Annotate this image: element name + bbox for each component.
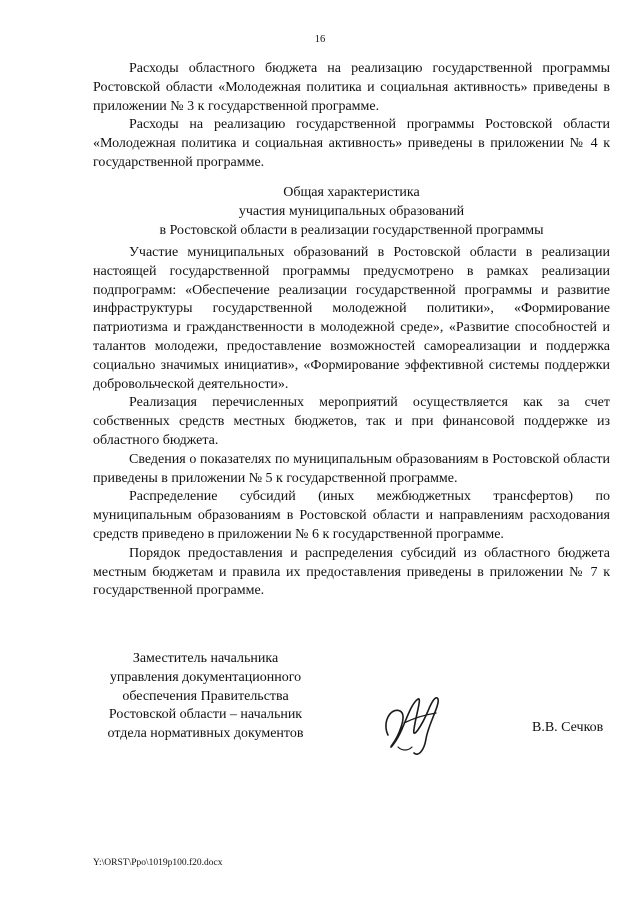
main-section: [93, 244, 610, 601]
heading-line: в Ростовской области в реализации государственной программы: [159, 222, 544, 238]
intro-section: [93, 60, 610, 173]
signatory-title-line: управления документационного: [109, 669, 302, 685]
paragraph: Распределение субсидий (иных межбюджетных трансфертов) по муниципальным образованиям в Ростовской области и направлениям расходования средств приведено в приложении № 6 к государственной программе.: [93, 489, 610, 542]
handwritten-signature: [378, 685, 448, 760]
signatory-title-line: отдела нормативных документов: [107, 726, 304, 742]
signatory-title-line: обеспечения Правительства: [122, 688, 289, 704]
signatory-title-line: Заместитель начальника: [132, 651, 279, 666]
paragraph: Участие муниципальных образований в Ростовской области в реализации настоящей государственной программы предусмотрено в рамках реализации подпрограмм: «Обеспечение реализации государственной программы и развитие инфраструктуры государственной молодежной политики», «Формирование патриотизма и гражданственности в молодежной среде», «Развитие способностей и талантов молодежи, предоставление возможностей самореализации и поддержка социально значимых инициатив», «Формирование эффективной системы поддержки добровольческой деятельности».: [93, 245, 610, 392]
file-path-footer: Y:\ORST\Ppo\1019p100.f20.docx: [93, 858, 223, 868]
paragraph: Расходы областного бюджета на реализацию государственной программы Ростовской области «Молодежная политика и социальная активность» приведены в приложении № 3 к государственной программе.: [93, 61, 610, 114]
signatory-title-line: Ростовской области – начальник: [108, 707, 303, 723]
heading-line: участия муниципальных образований: [238, 203, 465, 219]
paragraph: Реализация перечисленных мероприятий осуществляется как за счет собственных средств местных бюджетов, так и при финансовой поддержке из областного бюджета.: [93, 395, 610, 448]
signatory-title: [93, 650, 318, 744]
paragraph: Порядок предоставления и распределения субсидий из областного бюджета местным бюджетам и правила их предоставления приведены в приложении № 7 к государственной программе.: [93, 545, 610, 599]
signatory-name: В.В. Сечков: [532, 720, 604, 735]
page-number: 16: [314, 34, 326, 45]
heading-line: Общая характеристика: [283, 185, 420, 200]
paragraph: Сведения о показателях по муниципальным образованиям в Ростовской области приведены в приложении № 5 к государственной программе.: [93, 451, 610, 486]
section-heading: [93, 184, 610, 240]
paragraph: Расходы на реализацию государственной программы Ростовской области «Молодежная политика и социальная активность» приведены в приложении № 4 к государственной программе.: [93, 117, 610, 170]
